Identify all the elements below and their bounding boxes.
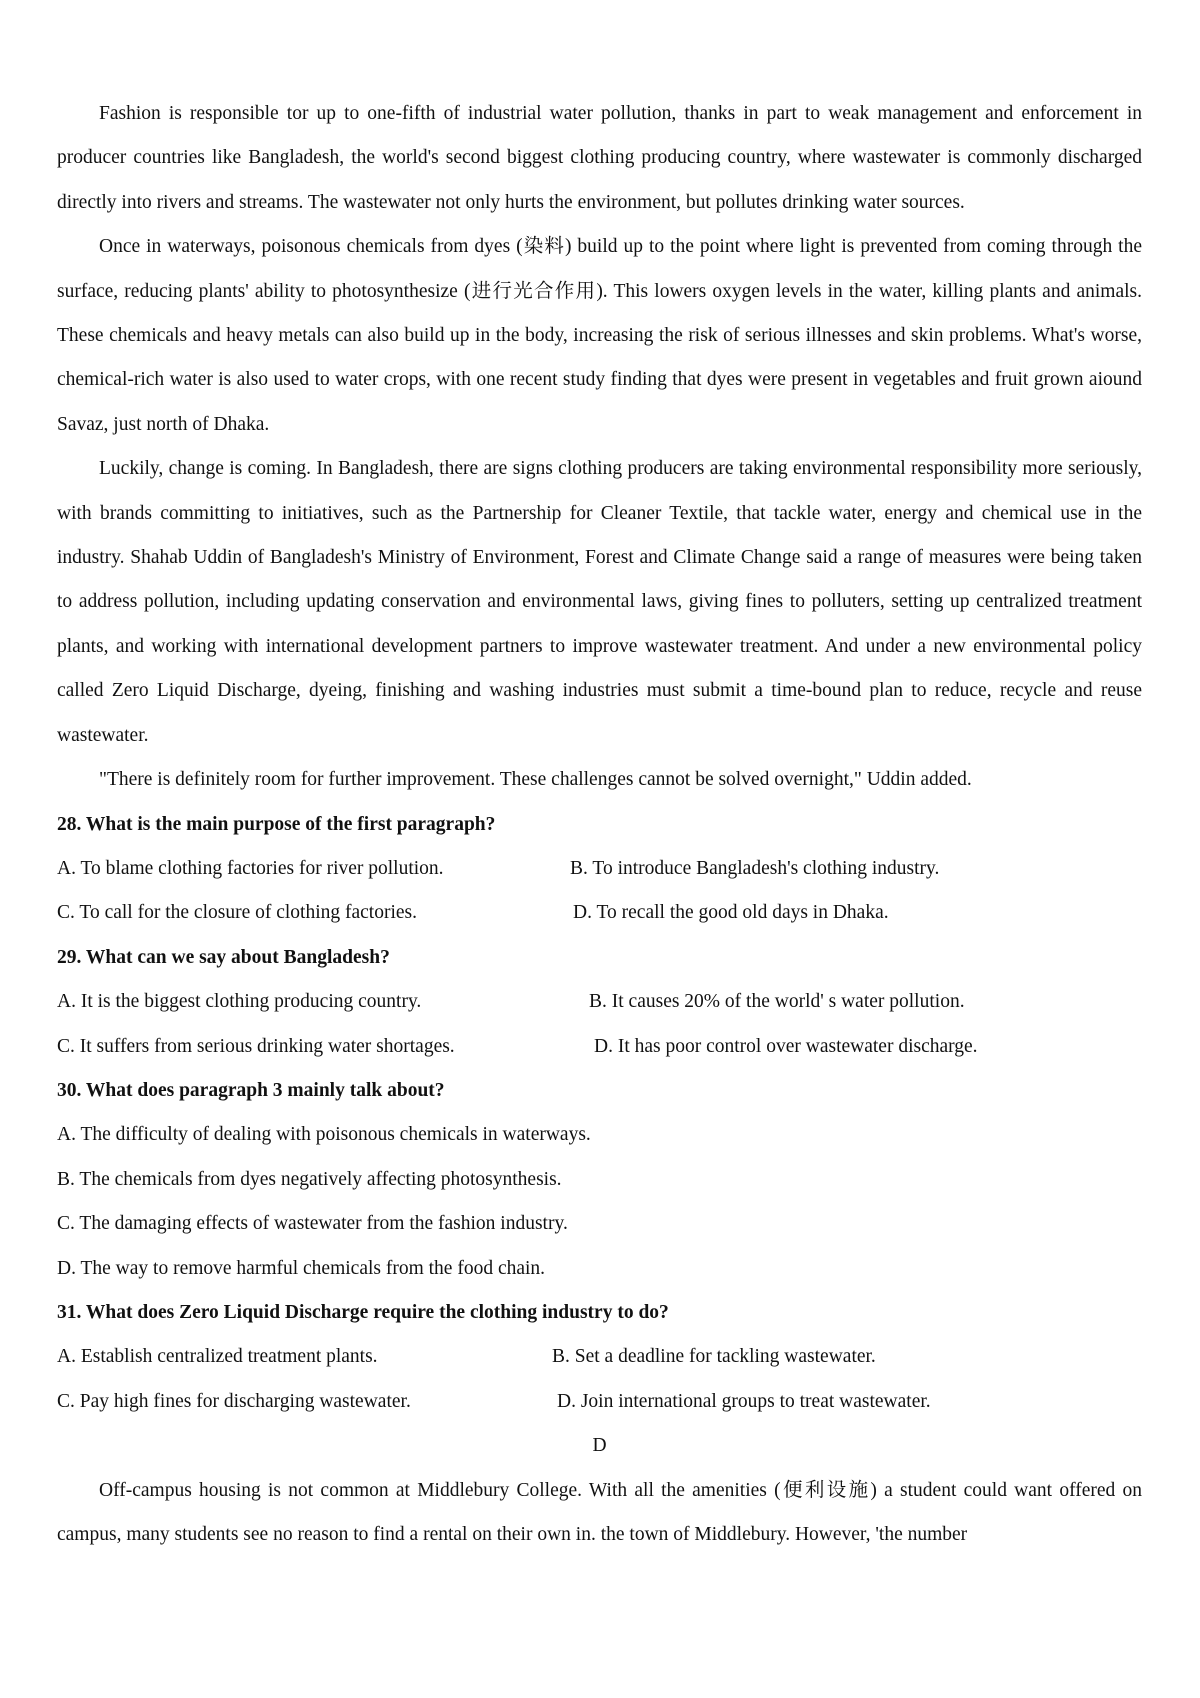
- question-29-options-row-2: [57, 1025, 1142, 1069]
- question-31-options-row-2: [57, 1380, 1142, 1424]
- question-31-option-d: D. Join international groups to treat wastewater.: [557, 1390, 931, 1412]
- question-30-stem: 30. What does paragraph 3 mainly talk about?: [57, 1079, 445, 1101]
- question-30-option-a: A. The difficulty of dealing with poisonous chemicals in waterways.: [57, 1124, 591, 1146]
- question-31-option-b: B. Set a deadline for tackling wastewater.: [552, 1346, 876, 1368]
- question-29-option-a: A. It is the biggest clothing producing country.: [57, 991, 422, 1013]
- question-29-stem: 29. What can we say about Bangladesh?: [57, 946, 390, 968]
- question-29-option-b: B. It causes 20% of the world' s water pollution.: [589, 991, 965, 1013]
- question-31-option-a: A. Establish centralized treatment plants.: [57, 1346, 378, 1368]
- section-d-heading: D: [592, 1435, 607, 1457]
- question-28-options-row-2: [57, 891, 1142, 935]
- question-31-options-row-1: [57, 1335, 1142, 1379]
- question-30-option-d: D. The way to remove harmful chemicals from the food chain.: [57, 1257, 546, 1279]
- question-28-option-a: A. To blame clothing factories for river pollution.: [57, 857, 444, 879]
- question-29-option-d: D. It has poor control over wastewater discharge.: [594, 1035, 978, 1057]
- question-28-option-b: B. To introduce Bangladesh's clothing industry.: [570, 857, 940, 879]
- question-30-option-c: C. The damaging effects of wastewater from the fashion industry.: [57, 1213, 568, 1235]
- question-30-option-b: B. The chemicals from dyes negatively affecting photosynthesis.: [57, 1168, 562, 1190]
- question-28-options-row-1: [57, 847, 1142, 891]
- question-29-option-c: C. It suffers from serious drinking water shortages.: [57, 1035, 455, 1057]
- question-28-stem: 28. What is the main purpose of the first paragraph?: [57, 813, 496, 835]
- passage-paragraph-3: Luckily, change is coming. In Bangladesh, there are signs clothing producers are taking environmental responsibility more seriously, with brands committing to initiatives, such as the Partnership for Cleaner Textile, that tackle water, energy and chemical use in the industry. Shahab Uddin of Bangladesh's Ministry of Environment, Forest and Climate Change said a range of measures were being taken to address pollution, including updating conservation and environmental laws, giving fines to polluters, setting up centralized treatment plants, and working with international development partners to improve wastewater treatment. And under a new environmental policy called Zero Liquid Discharge, dyeing, finishing and washing industries must submit a time-bound plan to reduce, recycle and reuse wastewater.: [57, 458, 1142, 746]
- question-28-option-d: D. To recall the good old days in Dhaka.: [573, 902, 889, 924]
- question-31-stem: 31. What does Zero Liquid Discharge require the clothing industry to do?: [57, 1301, 669, 1323]
- passage-paragraph-2: Once in waterways, poisonous chemicals from dyes (染料) build up to the point where light is prevented from coming through the surface, reducing plants' ability to photosynthesize (进行光合作用). This lowers oxygen levels in the water, killing plants and animals. These chemicals and heavy metals can also build up in the body, increasing the risk of serious illnesses and skin problems. What's worse, chemical-rich water is also used to water crops, with one recent study finding that dyes were present in vegetables and fruit grown aiound Savaz, just north of Dhaka.: [57, 236, 1142, 435]
- exam-page: [57, 92, 1142, 1557]
- question-28-option-c: C. To call for the closure of clothing factories.: [57, 902, 417, 924]
- section-d-paragraph-1: Off-campus housing is not common at Middlebury College. With all the amenities (便利设施) a student could want offered on campus, many students see no reason to find a rental on their own in. the town of Middlebury. However, 'the number: [57, 1479, 1142, 1545]
- passage-paragraph-4: "There is definitely room for further improvement. These challenges cannot be solved overnight," Uddin added.: [99, 769, 972, 791]
- question-29-options-row-1: [57, 980, 1142, 1024]
- passage-paragraph-1: Fashion is responsible tor up to one-fifth of industrial water pollution, thanks in part to weak management and enforcement in producer countries like Bangladesh, the world's second biggest clothing producing country, where wastewater is commonly discharged directly into rivers and streams. The wastewater not only hurts the environment, but pollutes drinking water sources.: [57, 103, 1142, 213]
- question-31-option-c: C. Pay high fines for discharging wastewater.: [57, 1390, 411, 1412]
